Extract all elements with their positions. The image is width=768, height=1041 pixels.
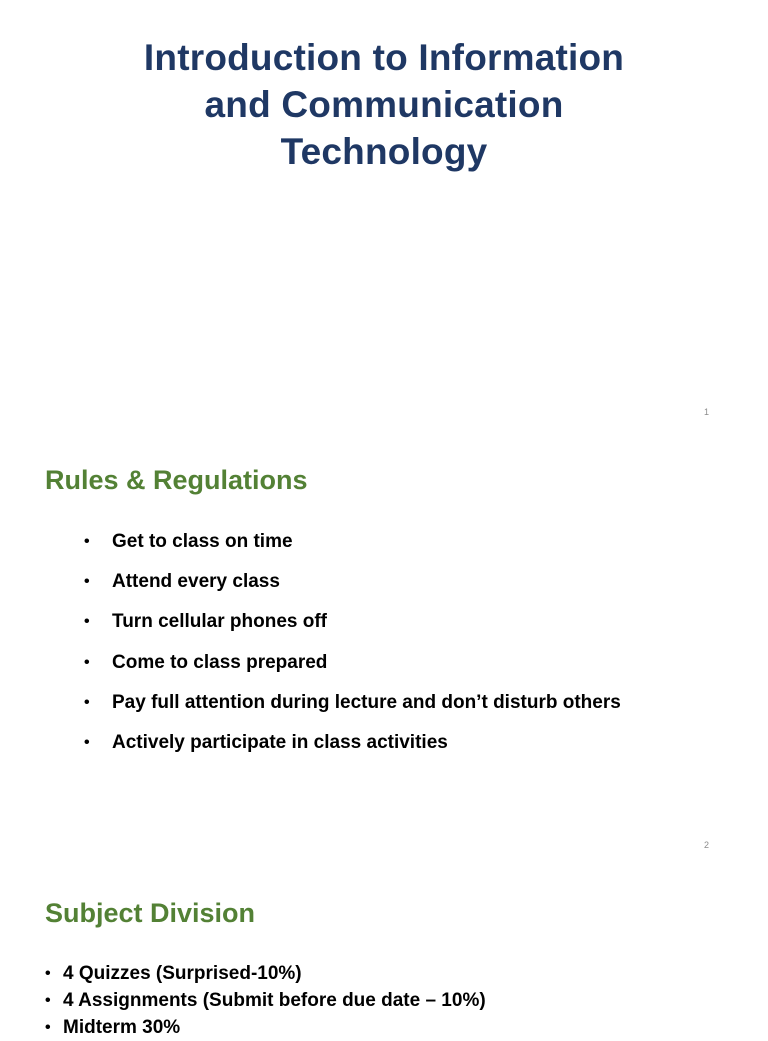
bullet-icon: • — [84, 533, 90, 550]
list-item — [0, 729, 621, 769]
slide-2 — [0, 432, 768, 864]
section-heading: Rules & Regulations — [45, 465, 308, 495]
section-heading: Subject Division — [45, 898, 256, 928]
bullet-icon: • — [84, 573, 90, 591]
slide-title-line-1: Introduction to Information — [143, 37, 625, 78]
list-item — [0, 528, 621, 568]
list-item-text: Turn cellular phones off — [112, 611, 327, 633]
list-item — [0, 960, 486, 987]
list-item-text: Come to class prepared — [112, 651, 328, 673]
bullet-icon: • — [84, 693, 90, 711]
list-item — [0, 649, 621, 689]
list-item-text: 4 Quizzes (Surprised-10%) — [63, 963, 302, 984]
bullet-icon: • — [84, 613, 90, 631]
bullet-icon: • — [84, 653, 90, 671]
list-item — [0, 987, 486, 1014]
list-item-text: Get to class on time — [112, 531, 293, 552]
list-item-text: Pay full attention during lecture and don’t disturb others — [112, 691, 621, 713]
list-item-text: Attend every class — [112, 571, 280, 593]
list-item — [0, 689, 621, 729]
slide-number: 1 — [704, 407, 710, 417]
list-item-text: Midterm 30% — [63, 1017, 181, 1038]
bullet-icon: • — [45, 992, 51, 1009]
slide-title-line-2: and Communication — [204, 84, 564, 125]
slide-1 — [0, 0, 768, 432]
list-item-text: 4 Assignments (Submit before due date – 10%) — [63, 990, 486, 1011]
bullet-icon: • — [84, 733, 90, 751]
slide-title-line-3: Technology — [280, 131, 488, 172]
slide-title — [60, 34, 708, 175]
bullet-icon: • — [45, 965, 51, 982]
list-item-text: Actively participate in class activities — [112, 731, 448, 753]
rules-list — [0, 528, 621, 769]
list-item — [0, 608, 621, 648]
slide-number: 2 — [704, 840, 710, 850]
slide-3 — [0, 864, 768, 1038]
bullet-icon: • — [45, 1019, 51, 1036]
list-item — [0, 568, 621, 608]
list-item — [0, 1014, 486, 1041]
subject-division-list — [0, 960, 486, 1041]
